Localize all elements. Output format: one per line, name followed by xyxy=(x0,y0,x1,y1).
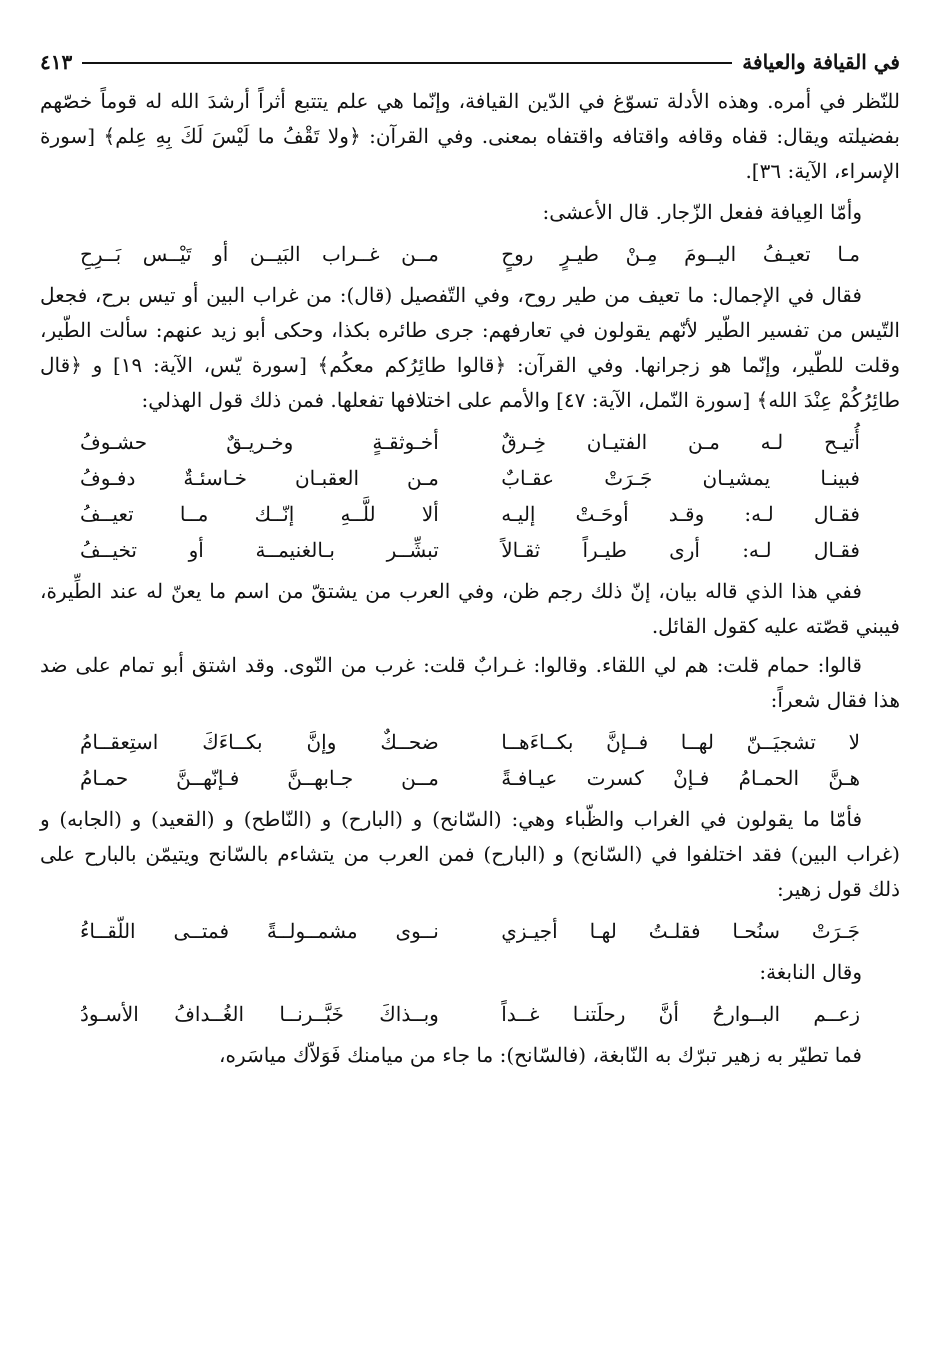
poem-block xyxy=(40,724,900,796)
poem-block xyxy=(40,913,900,949)
verse-first-hemistich: هـنَّ الحمـامُ فـإنْ كسرت عيـافـةً xyxy=(501,766,860,790)
verse-line xyxy=(40,460,900,496)
verse-line xyxy=(40,236,900,272)
header-rule xyxy=(82,62,732,64)
verse-line xyxy=(40,424,900,460)
verse-first-hemistich: فبينـا يمشيـان جَـرَتْ عقـابٌ xyxy=(501,466,860,490)
poem-block xyxy=(40,996,900,1032)
paragraph: قالوا: حمام قلت: هم لي اللقاء. وقالوا: غـرابٌ قلت: غرب من النّوى. وقد اشتق أبو تمام على ضد هذا فقال شعراً: xyxy=(40,653,900,712)
verse-first-hemistich: زعــم البــوارحُ أنَّ رحلَتنـا غــداً xyxy=(501,1002,860,1026)
verse-line xyxy=(40,996,900,1032)
verse-second-hemistich: تبشِّــر بـالغنيمــة أو تخيــفُ xyxy=(80,538,439,562)
verse-second-hemistich: أخـوثقـةٍ وخـريـقٌ حشـوفُ xyxy=(80,430,439,454)
verse-first-hemistich: فقـال لـه: أرى طيـراً ثقـالاً xyxy=(501,538,860,562)
poem-block xyxy=(40,424,900,568)
verse-second-hemistich: مــن غــراب البَيــن أو تَيْــس بَــرِحِ xyxy=(80,242,439,266)
verse-second-hemistich: ألا للَّــهِ إنّــك مــا تعيــفُ xyxy=(80,502,439,526)
verse-first-hemistich: جَـرَتْ سنُحـا فقلـتُ لهـا أجيـزي xyxy=(501,919,860,943)
verse-first-hemistich: لا تشجيَــنّ لهــا فــإنَّ بكــاءَهــا xyxy=(501,730,860,754)
verse-line xyxy=(40,496,900,532)
verse-line xyxy=(40,760,900,796)
verse-second-hemistich: وبــذاكَ خَبَّــرنــا الغُــدافُ الأسـودُ xyxy=(80,1002,439,1026)
verse-second-hemistich: نــوى مشمــولــةً فمتــى اللّقــاءُ xyxy=(80,919,439,943)
paragraph: للنّظر في أمره. وهذه الأدلة تسوّغ في الدّين القيافة، وإنّما هي علم يتتبع أثراً أرشدَ الله له قوماً خصّهم بفضيلته ويقال: قفاه وقافه واقتافه واقتفاه بمعنى. وفي القرآن: ﴿ولا تَقْفُ ما لَيْسَ لَكَ بِهِ عِلم﴾ [سورة الإسراء، الآية: ٣٦]. xyxy=(40,89,901,183)
verse-second-hemistich: مـن العقبـان خـاسئـةٌ دفـوفُ xyxy=(80,466,439,490)
verse-line xyxy=(40,532,900,568)
verse-second-hemistich: مــن جـابهــنَّ فـإنّهــنَّ حمـامُ xyxy=(80,766,439,790)
verse-first-hemistich: مـا تعيـفُ اليــومَ مِـنْ طيـرٍ روحٍ xyxy=(501,242,860,266)
paragraph: وأمّا العِيافة ففعل الزّجار. قال الأعشى: xyxy=(542,200,862,224)
paragraph: فقال في الإجمال: ما تعيف من طير روح، وفي التّفصيل (قال): من غراب البين أو تيس برح، فجعل التّيس من تفسير الطّير لأنّهم يقولون في تعارفهم: جرى طائره بكذا، وحكى أبو زيد عنهم: سألت الطّير، وقلت للطّير، وإنّما هو زجرانها. وفي القرآن: ﴿قالوا طائِرُكم معكُم﴾ [سورة يّس، الآية: ١٩] و ﴿قال طائِرُكُمْ عِنْدَ الله﴾ [سورة النّمل، الآية: ٤٧] والأمم على اختلافها تفعلها. فمن ذلك قول الهذلي: xyxy=(40,283,900,412)
poem-block xyxy=(40,236,900,272)
verse-line xyxy=(40,724,900,760)
paragraph: فأمّا ما يقولون في الغراب والظّباء وهي: (السّانح) و (البارح) و (النّاطح) و (القعيد) و (الجابه) و (غراب البين) فقد اختلفوا في (السّانح) و (البارح) فمن العرب من يتشاءم بالسّانح ويتيمّن بالبارح على ذلك قول زهير: xyxy=(40,807,900,901)
page-number: ٤١٣ xyxy=(40,50,73,74)
verse-second-hemistich: ضحــكٌ وإنَّ بكــاءَكَ استِعقــامُ xyxy=(80,730,439,754)
verse-line xyxy=(40,913,900,949)
paragraph: ففي هذا الذي قاله بيان، إنّ ذلك رجم ظن، وفي العرب من يشتقّ من اسم ما يعنّ له عند الطِّيرة، فيبني قصّته عليه كقول القائل. xyxy=(40,579,900,638)
running-title: في القيافة والعيافة xyxy=(742,50,900,74)
paragraph: فما تطيّر به زهير تبرّك به النّابغة، (فالسّانح): ما جاء من ميامنك فَوَلاّك مياسَره، xyxy=(219,1043,862,1067)
running-header xyxy=(40,40,900,84)
verse-first-hemistich: أُتيـح لـه مـن الفتيـان خِـرقٌ xyxy=(501,430,860,454)
paragraph: وقال النابغة: xyxy=(759,960,862,984)
body-text xyxy=(40,84,900,1073)
page xyxy=(40,40,900,1330)
verse-first-hemistich: فقـال لـه: وقـد أوحَـتْ إليـه xyxy=(501,502,860,526)
